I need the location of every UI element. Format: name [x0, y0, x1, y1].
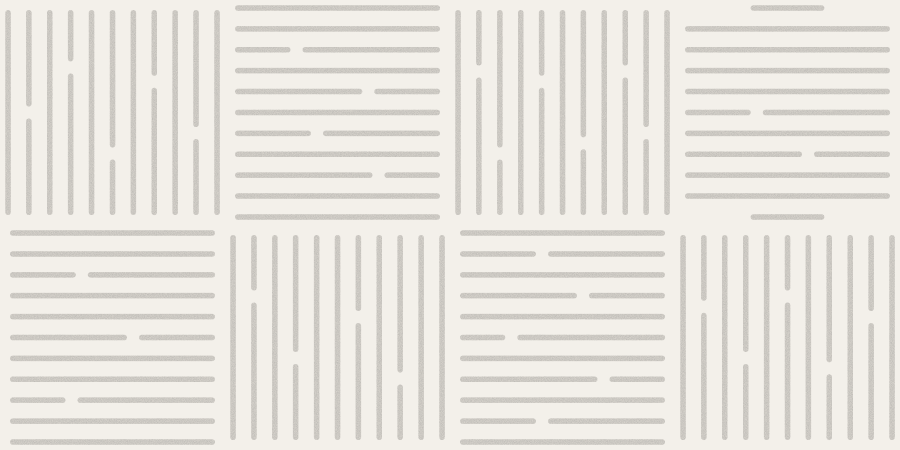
glitter-stripe-grain: [314, 235, 320, 440]
glitter-stripe-grain: [10, 272, 76, 278]
glitter-stripe-grain: [10, 230, 215, 236]
glitter-stripe-grain: [460, 314, 665, 320]
glitter-stripe-grain: [497, 10, 503, 148]
glitter-stripe-grain: [664, 10, 670, 215]
glitter-stripe-grain: [476, 10, 482, 66]
glitter-stripe-grain: [848, 235, 854, 440]
glitter-stripe-grain: [685, 26, 890, 32]
glitter-stripe-grain: [623, 10, 629, 66]
glitter-stripe-grain: [785, 303, 791, 441]
glitter-stripe-grain: [235, 152, 440, 158]
glitter-stripe-grain: [685, 193, 890, 199]
glitter-stripe-grain: [235, 110, 440, 116]
glitter-stripe-grain: [743, 235, 749, 352]
glitter-stripe-grain: [868, 235, 874, 311]
glitter-stripe-grain: [5, 10, 11, 215]
glitter-stripe-grain: [548, 418, 665, 424]
glitter-stripe-grain: [418, 235, 424, 440]
glitter-stripe-grain: [751, 214, 825, 220]
glitter-stripe-grain: [685, 131, 890, 137]
glitter-stripe-grain: [10, 377, 215, 383]
glitter-stripe-grain: [643, 10, 649, 127]
glitter-stripe-grain: [827, 374, 833, 440]
glitter-stripe-grain: [10, 314, 215, 320]
glitter-stripe-grain: [539, 10, 545, 76]
glitter-stripe-grain: [47, 10, 53, 215]
glitter-stripe-grain: [643, 139, 649, 215]
glitter-stripe-grain: [439, 235, 445, 440]
glitter-stripe-grain: [685, 110, 751, 116]
glitter-stripe-grain: [397, 235, 403, 373]
glitter-stripe-grain: [230, 235, 236, 440]
glitter-stripe-grain: [460, 356, 665, 362]
glitter-stripe-grain: [303, 47, 441, 53]
glitter-stripe-grain: [539, 88, 545, 215]
glitter-stripe-grain: [152, 88, 158, 215]
glitter-stripe-grain: [397, 385, 403, 441]
glitter-stripe-grain: [10, 293, 215, 299]
glitter-stripe-grain: [623, 78, 629, 216]
glitter-stripe-grain: [131, 10, 137, 215]
glitter-stripe-grain: [685, 47, 890, 53]
glitter-stripe-grain: [560, 10, 566, 215]
glitter-stripe-grain: [460, 439, 665, 445]
glitter-stripe-grain: [751, 5, 825, 11]
glitter-stripe-grain: [743, 364, 749, 440]
glitter-stripe-grain: [548, 251, 665, 257]
glitter-stripe-grain: [68, 73, 74, 215]
glitter-stripe-grain: [152, 10, 158, 76]
glitter-stripe-grain: [26, 10, 32, 107]
glitter-stripe-grain: [517, 335, 665, 341]
glitter-stripe-grain: [680, 235, 686, 440]
glitter-stripe-grain: [235, 214, 440, 220]
glitter-stripe-grain: [460, 230, 665, 236]
glitter-stripe-grain: [235, 26, 440, 32]
glitter-stripe-grain: [763, 110, 890, 116]
glitter-stripe-grain: [685, 152, 802, 158]
glitter-stripe-grain: [460, 251, 536, 257]
glitter-stripe-grain: [251, 303, 257, 441]
glitter-stripe-grain: [10, 397, 66, 403]
glitter-stripe-grain: [356, 235, 362, 311]
glitter-stripe-grain: [235, 5, 440, 11]
glitter-stripe-grain: [110, 160, 116, 216]
glitter-stripe-grain: [335, 235, 341, 440]
glitter-stripe-grain: [497, 160, 503, 216]
glitter-stripe-grain: [193, 10, 199, 127]
glitter-stripe-grain: [10, 418, 215, 424]
glitter-stripe-grain: [701, 313, 707, 440]
glitter-stripe-grain: [460, 293, 577, 299]
glitter-stripe-grain: [272, 235, 278, 440]
glitter-stripe-grain: [460, 335, 505, 341]
glitter-stripe-grain: [685, 89, 890, 95]
glitter-stripe-grain: [764, 235, 770, 440]
glitter-stripe-grain: [785, 235, 791, 291]
glitter-stripe-grain: [110, 10, 116, 148]
glitter-stripe-grain: [460, 418, 536, 424]
glitter-stripe-grain: [10, 335, 127, 341]
glitter-stripe-grain: [889, 235, 895, 440]
glitter-stripe-grain: [610, 377, 666, 383]
glitter-stripe-grain: [235, 193, 440, 199]
glitter-stripe-grain: [293, 235, 299, 352]
glitter-stripe-grain: [589, 293, 665, 299]
glitter-stripe-grain: [139, 335, 215, 341]
glitter-stripe-grain: [581, 149, 587, 215]
glitter-stripe-grain: [235, 89, 362, 95]
glitter-stripe-grain: [701, 235, 707, 301]
glitter-stripe-grain: [68, 10, 74, 61]
glitter-stripe-grain: [235, 172, 373, 178]
glitter-stripe-grain: [377, 235, 383, 440]
glitter-stripe-grain: [806, 235, 812, 440]
glitter-stripe-grain: [460, 377, 598, 383]
glitter-stripe-grain: [293, 364, 299, 440]
glitter-stripe-grain: [602, 10, 608, 215]
glitter-stripe-grain: [10, 356, 215, 362]
glitter-stripe-grain: [78, 397, 216, 403]
glitter-stripe-grain: [193, 139, 199, 215]
glitter-stripe-grain: [722, 235, 728, 440]
glitter-stripe-grain: [868, 323, 874, 440]
glitter-stripe-grain: [581, 10, 587, 137]
glitter-stripe-grain: [10, 439, 215, 445]
glitter-stripe-grain: [26, 119, 32, 216]
glitter-stripe-grain: [518, 10, 524, 215]
glitter-stripe-grain: [356, 323, 362, 440]
glitter-stripe-grain: [460, 397, 665, 403]
glitter-stripe-grain: [235, 68, 440, 74]
glitter-stripe-grain: [827, 235, 833, 362]
glitter-stripe-grain: [455, 10, 461, 215]
glitter-stripe-grain: [385, 172, 441, 178]
glitter-stripe-grain: [374, 89, 440, 95]
glitter-stripe-grain: [235, 131, 311, 137]
glitter-stripe-grain: [214, 10, 220, 215]
glitter-stripe-grain: [814, 152, 890, 158]
glitter-stripe-grain: [235, 47, 291, 53]
glitter-stripe-grain: [476, 78, 482, 216]
glitter-stripe-grain: [10, 251, 215, 257]
glitter-stripe-grain: [251, 235, 257, 291]
glitter-stripe-grain: [323, 131, 440, 137]
glitter-stripe-grain: [685, 172, 890, 178]
glitter-stripe-grain: [685, 68, 890, 74]
glitter-stripe-grain: [89, 10, 95, 215]
glitter-stripe-grain: [460, 272, 665, 278]
glitter-stripe-grain: [88, 272, 215, 278]
glitter-stripe-grain: [172, 10, 178, 215]
